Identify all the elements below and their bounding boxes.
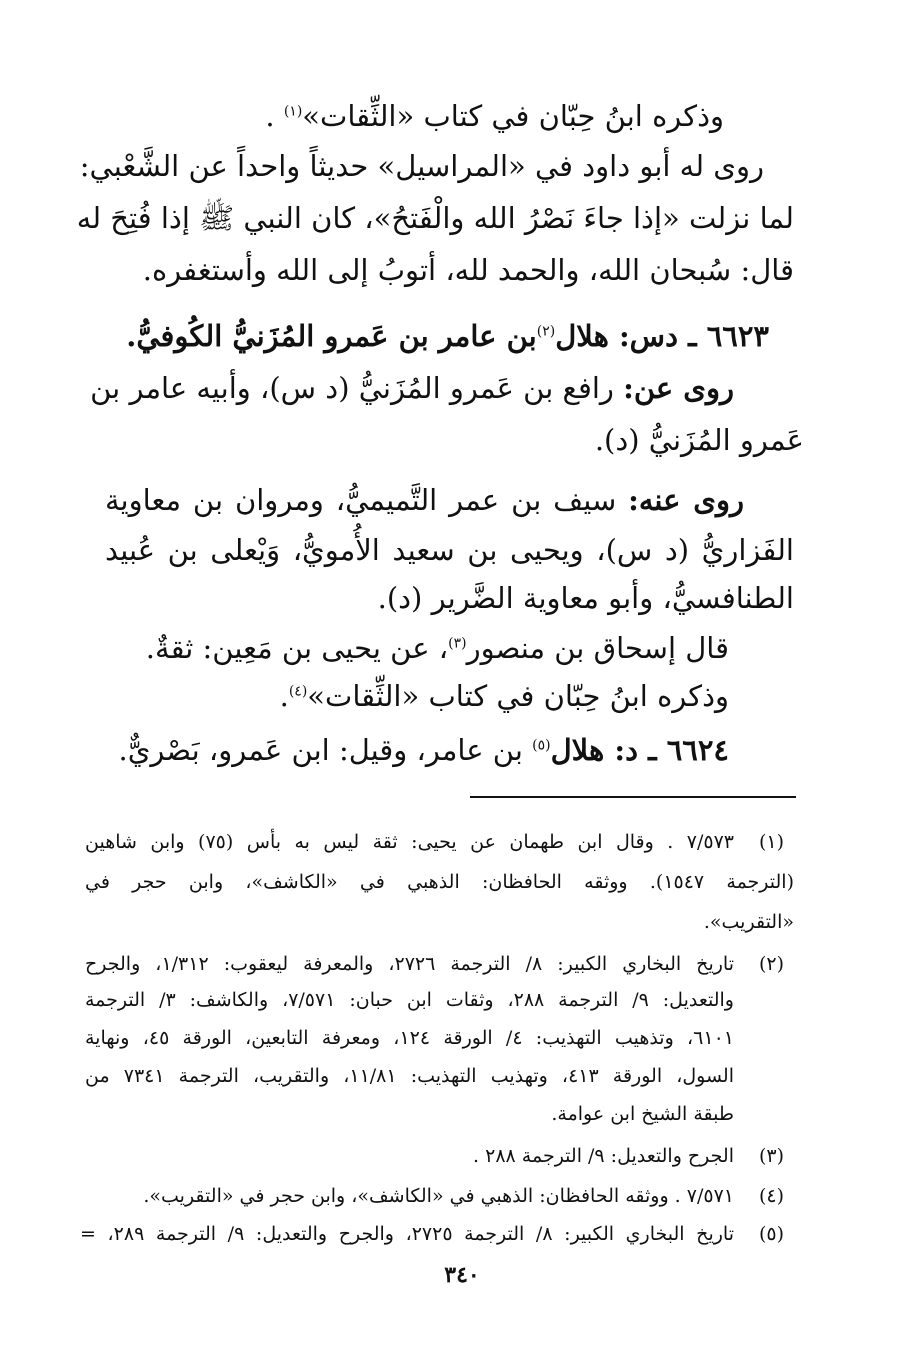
- footnote-line: السول، الورقة ٤١٣، وتهذيب التهذيب: ١١/٨١، والتقريب، الترجمة ٧٣٤١ من: [85, 1065, 734, 1087]
- narrated-by-line: [105, 530, 794, 570]
- line-text: روى له أبو داود في «المراسيل» حديثاً واحداً عن الشَّعْبي:: [79, 149, 764, 183]
- entry-header: [0, 316, 769, 356]
- footnote-ref: (٢): [536, 323, 556, 340]
- entry-name: ـ د: هلال: [550, 733, 667, 767]
- line-text: عَمرو المُزَنيُّ (د).: [594, 423, 804, 457]
- footnote-ref: (١): [283, 103, 303, 120]
- entry-number: ٦٦٢٣: [706, 319, 769, 353]
- footnote-line: ٦١٠١، وتذهيب التهذيب: ٤/ الورقة ١٢٤، ومعرفة التابعين، الورقة ٤٥، ونهاية: [85, 1027, 734, 1049]
- line-text: رافع بن عَمرو المُزَنيُّ (د س)، وأبيه عامر بن: [90, 371, 624, 405]
- entry-name-rest: بن عامر، وقيل: ابن عَمرو، بَصْريٌّ.: [118, 733, 533, 767]
- entry-header: [0, 730, 729, 770]
- narrated-by-label: روى عنه:: [628, 483, 744, 517]
- line-text: .: [265, 99, 284, 133]
- narrated-from-line: [0, 420, 804, 460]
- line-text: قال إسحاق بن منصور: [466, 631, 729, 665]
- quote-line: [0, 676, 729, 716]
- line-text: قال: سُبحان الله، والحمد لله، أتوبُ إلى الله وأستغفره.: [142, 253, 794, 287]
- footnote-number: (٢): [758, 953, 784, 975]
- page-number: ٣٤٠: [444, 1262, 480, 1288]
- paragraph-line: [76, 198, 794, 238]
- paragraph-line: [0, 96, 724, 136]
- footnote-line: تاريخ البخاري الكبير: ٨/ الترجمة ٢٧٢٥، والجرح والتعديل: ٩/ الترجمة ٢٨٩، =: [80, 1223, 734, 1245]
- footnote-separator: [470, 796, 796, 798]
- footnote-line: تاريخ البخاري الكبير: ٨/ الترجمة ٢٧٢٦، والمعرفة ليعقوب: ١/٣١٢، والجرح: [85, 953, 734, 975]
- line-text: وذكره ابنُ حِبّان في كتاب «الثِّقات»: [307, 679, 729, 713]
- footnote-line: طبقة الشيخ ابن عوامة.: [551, 1103, 734, 1125]
- footnote-line: والتعديل: ٩/ الترجمة ٢٨٨، وثقات ابن حبان: ٧/٥٧١، والكاشف: ٣/ الترجمة: [85, 989, 734, 1011]
- paragraph-line: [0, 146, 764, 186]
- narrated-from-label: روى عن:: [623, 371, 734, 405]
- line-text: الطنافسيُّ، وأبو معاوية الضَّرير (د).: [377, 581, 794, 615]
- quote-line: [0, 628, 729, 668]
- footnote-line: (الترجمة ١٥٤٧). ووثقه الحافظان: الذهبي في «الكاشف»، وابن حجر في: [85, 871, 795, 893]
- entry-name: ـ دس: هلال: [555, 319, 707, 353]
- footnote-ref: (٤): [288, 683, 308, 700]
- footnote-line: الجرح والتعديل: ٩/ الترجمة ٢٨٨ .: [473, 1145, 734, 1167]
- footnote-number: (٣): [758, 1145, 784, 1167]
- narrated-by-line: [105, 480, 744, 520]
- line-text: لما نزلت «إذا جاءَ نَصْرُ الله والْفَتحُ»، كان النبي ﷺ إذا فُتِحَ له: [76, 201, 794, 235]
- footnote-ref: (٥): [532, 737, 551, 754]
- entry-name-rest: بن عامر بن عَمرو المُزَنيُّ الكُوفيُّ.: [126, 319, 537, 353]
- line-text: الفَزاريُّ (د س)، ويحيى بن سعيد الأُمويُّ، وَيْعلى بن عُبيد: [105, 533, 794, 567]
- line-text: وذكره ابنُ حِبّان في كتاب «الثِّقات»: [302, 99, 724, 133]
- narrated-by-line: [0, 578, 794, 618]
- line-text: ، عن يحيى بن مَعِين: ثقةٌ.: [145, 631, 449, 665]
- paragraph-line: [0, 250, 794, 290]
- footnote-line: «التقريب».: [703, 911, 794, 933]
- footnote-number: (٥): [758, 1223, 784, 1245]
- footnote-number: (٤): [758, 1185, 784, 1207]
- footnote-number: (١): [758, 831, 784, 853]
- line-text: سيف بن عمر التَّميميُّ، ومروان بن معاوية: [105, 483, 629, 517]
- footnote-line: ٧/٥٧١ . ووثقه الحافظان: الذهبي في «الكاشف»، وابن حجر في «التقريب».: [143, 1185, 734, 1207]
- footnote-ref: (٣): [448, 635, 467, 652]
- line-text: .: [279, 679, 289, 713]
- entry-number: ٦٦٢٤: [666, 733, 729, 767]
- footnote-line: ٧/٥٧٣ . وقال ابن طهمان عن يحيى: ثقة ليس به بأس (٧٥) وابن شاهين: [85, 831, 735, 853]
- narrated-from-line: [90, 368, 734, 408]
